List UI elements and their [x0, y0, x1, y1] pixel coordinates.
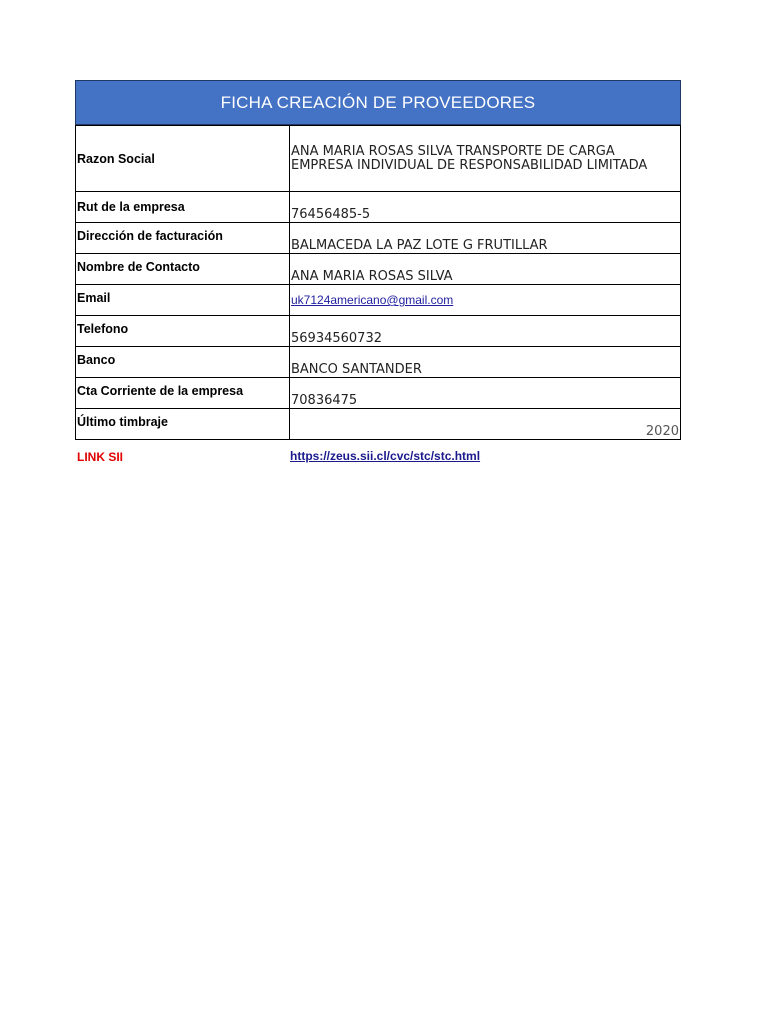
supplier-form-table	[75, 125, 681, 440]
label-cta-corriente: Cta Corriente de la empresa	[76, 378, 290, 409]
label-telefono: Telefono	[76, 316, 290, 347]
row-contacto	[76, 254, 681, 285]
row-razon-social	[76, 126, 681, 192]
label-direccion: Dirección de facturación	[76, 223, 290, 254]
value-banco[interactable]: BANCO SANTANDER	[290, 347, 681, 378]
row-direccion	[76, 223, 681, 254]
value-telefono[interactable]: 56934560732	[290, 316, 681, 347]
label-contacto: Nombre de Contacto	[76, 254, 290, 285]
label-rut: Rut de la empresa	[76, 192, 290, 223]
row-email	[76, 285, 681, 316]
email-link[interactable]: uk7124americano@gmail.com	[291, 293, 454, 307]
row-telefono	[76, 316, 681, 347]
supplier-form-sheet	[75, 80, 681, 467]
label-banco: Banco	[76, 347, 290, 378]
value-razon-social[interactable]: ANA MARIA ROSAS SILVA TRANSPORTE DE CARGA EMPRESA INDIVIDUAL DE RESPONSABILIDAD LIMITADA	[290, 126, 681, 192]
label-razon-social: Razon Social	[76, 126, 290, 192]
value-email	[290, 285, 681, 316]
row-rut	[76, 192, 681, 223]
value-contacto[interactable]: ANA MARIA ROSAS SILVA	[290, 254, 681, 285]
value-cta-corriente[interactable]: 70836475	[290, 378, 681, 409]
row-banco	[76, 347, 681, 378]
value-rut[interactable]: 76456485-5	[290, 192, 681, 223]
row-ultimo-timbraje	[76, 409, 681, 440]
sii-link[interactable]: https://zeus.sii.cl/cvc/stc/stc.html	[290, 449, 481, 463]
value-direccion[interactable]: BALMACEDA LA PAZ LOTE G FRUTILLAR	[290, 223, 681, 254]
row-cta-corriente	[76, 378, 681, 409]
label-email: Email	[76, 285, 290, 316]
sii-link-label: LINK SII	[77, 450, 124, 464]
sii-link-row	[75, 447, 681, 467]
value-ultimo-timbraje[interactable]: 2020	[290, 409, 681, 440]
form-title: FICHA CREACIÓN DE PROVEEDORES	[75, 80, 681, 125]
label-ultimo-timbraje: Último timbraje	[76, 409, 290, 440]
